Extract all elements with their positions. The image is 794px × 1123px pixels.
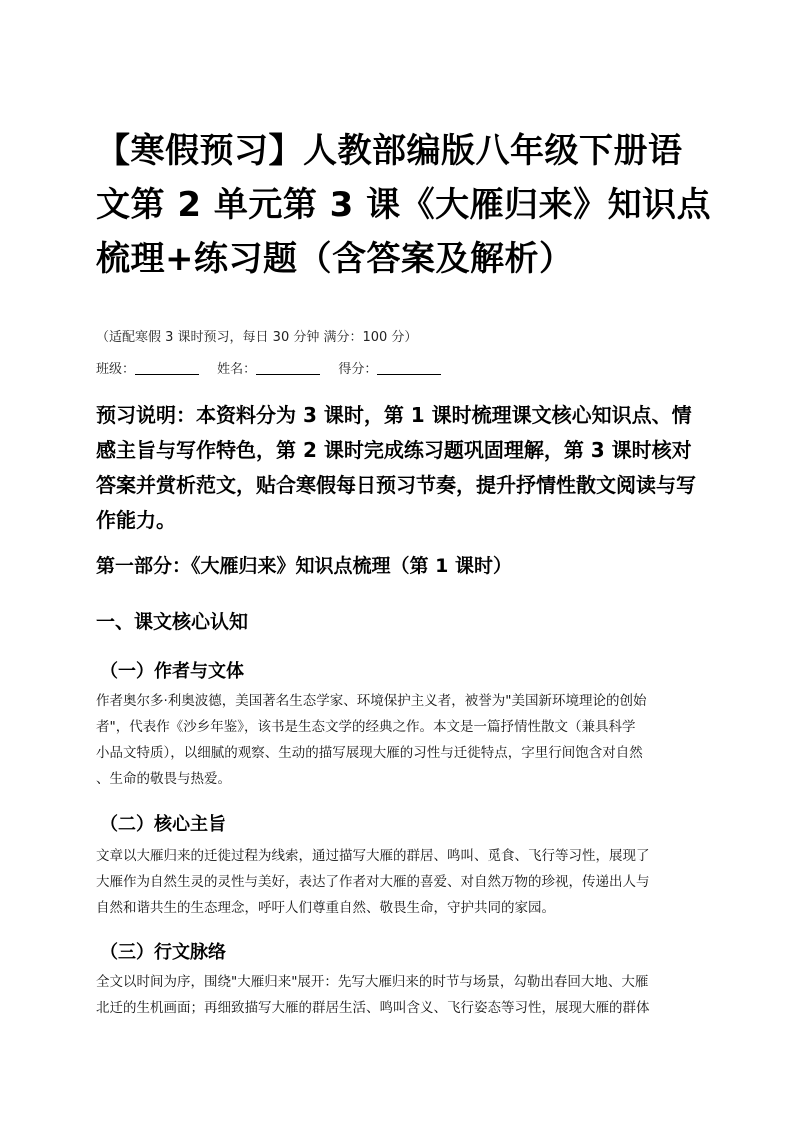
student-info-fields xyxy=(96,358,455,377)
section-one-heading: 一、课文核心认知 xyxy=(96,611,249,633)
subsection-structure-heading: （三）行文脉络 xyxy=(100,942,226,963)
intro-line: 预习说明：本资料分为 3 课时，第 1 课时梳理课文核心知识点、情 xyxy=(96,403,692,427)
title-line: 文第 2 单元第 3 课《大雁归来》知识点 xyxy=(96,185,712,225)
subsection-theme-heading: （二）核心主旨 xyxy=(100,814,226,835)
paragraph-line: 文章以大雁归来的迁徙过程为线索，通过描写大雁的群居、鸣叫、觅食、飞行等习性，展现了 xyxy=(96,848,650,864)
paragraph-line: 者"，代表作《沙乡年鉴》，该书是生态文学的经典之作。本文是一篇抒情性散文（兼具科学 xyxy=(96,719,636,735)
theme-paragraph xyxy=(96,843,702,921)
subsection-author-heading: （一）作者与文体 xyxy=(100,661,244,682)
class-label: 班级： xyxy=(96,362,136,377)
score-blank[interactable] xyxy=(377,360,441,375)
score-label: 得分： xyxy=(338,362,378,377)
paragraph-line: 全文以时间为序，围绕"大雁归来"展开：先写大雁归来的时节与场景，勾勒出春回大地、大雁 xyxy=(96,974,649,990)
class-blank[interactable] xyxy=(135,360,199,375)
paragraph-line: 自然和谐共生的生态理念，呼吁人们尊重自然、敬畏生命，守护共同的家园。 xyxy=(96,900,555,916)
intro-line: 感主旨与写作特色，第 2 课时完成练习题巩固理解，第 3 课时核对 xyxy=(96,438,692,462)
intro-line: 作能力。 xyxy=(96,508,176,532)
structure-paragraph xyxy=(96,969,702,1021)
paragraph-line: 大雁作为自然生灵的灵性与美好，表达了作者对大雁的喜爱、对自然万物的珍视，传递出人与 xyxy=(96,874,650,890)
name-label: 姓名： xyxy=(217,362,257,377)
part-one-heading: 第一部分：《大雁归来》知识点梳理（第 1 课时） xyxy=(96,555,512,577)
document-title xyxy=(96,124,716,286)
intro-line: 答案并赏析范文，贴合寒假每日预习节奏，提升抒情性散文阅读与写 xyxy=(96,473,696,497)
name-blank[interactable] xyxy=(256,360,320,375)
title-line: 【寒假预习】人教部编版八年级下册语 xyxy=(96,131,683,171)
author-paragraph xyxy=(96,688,702,792)
paragraph-line: 作者奥尔多·利奥波德，美国著名生态学家、环境保护主义者，被誉为"美国新环境理论的创始 xyxy=(96,693,647,709)
paragraph-line: 北迁的生机画面；再细致描写大雁的群居生活、鸣叫含义、飞行姿态等习性，展现大雁的群体 xyxy=(96,1000,650,1016)
title-line: 梳理+练习题（含答案及解析） xyxy=(96,239,574,279)
preview-instructions xyxy=(96,398,702,538)
usage-note: （适配寒假 3 课时预习，每日 30 分钟 满分：100 分） xyxy=(96,330,418,345)
paragraph-line: 小品文特质），以细腻的观察、生动的描写展现大雁的习性与迁徙特点，字里行间饱含对自然 xyxy=(96,745,643,761)
paragraph-line: 、生命的敬畏与热爱。 xyxy=(96,771,231,787)
